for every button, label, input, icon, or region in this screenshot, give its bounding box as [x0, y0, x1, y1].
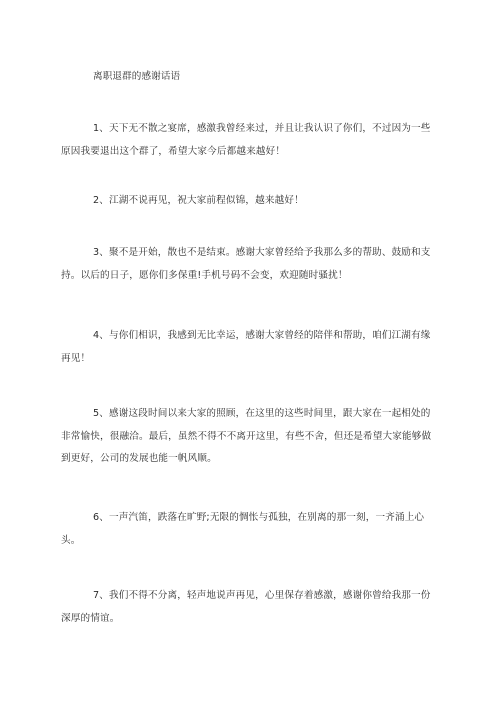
paragraph-3: 3、聚不是开始，散也不是结束。感谢大家曾经给予我那么多的帮助、鼓励和支持。以后的日子，愿你们多保重!手机号码不会变，欢迎随时骚扰！	[61, 247, 431, 281]
document-title: 离职退群的感谢话语	[93, 71, 181, 82]
paragraph-2: 2、江湖不说再见，祝大家前程似锦，越来越好！	[93, 195, 304, 206]
paragraph-1: 1、天下无不散之宴席，感激我曾经来过，并且让我认识了你们，不过因为一些原因我要退出这个群了，希望大家今后都越来越好！	[61, 123, 431, 157]
paragraph-6: 6、一声汽笛，跌落在旷野;无限的惆怅与孤独，在别离的那一刻，一齐涌上心头。	[61, 512, 425, 546]
paragraph-7: 7、我们不得不分离，轻声地说声再见，心里保存着感激，感谢你曾给我那一份深厚的情谊。	[61, 590, 431, 624]
paragraph-5: 5、感谢这段时间以来大家的照顾，在这里的这些时间里，跟大家在一起相处的非常愉快，很融洽。最后，虽然不得不不离开这里，有些不舍，但还是希望大家能够做到更好，公司的发展也能一帆风顺。	[61, 408, 432, 464]
paragraph-4: 4、与你们相识，我感到无比幸运，感谢大家曾经的陪伴和帮助，咱们江湖有缘再见！	[61, 330, 431, 364]
